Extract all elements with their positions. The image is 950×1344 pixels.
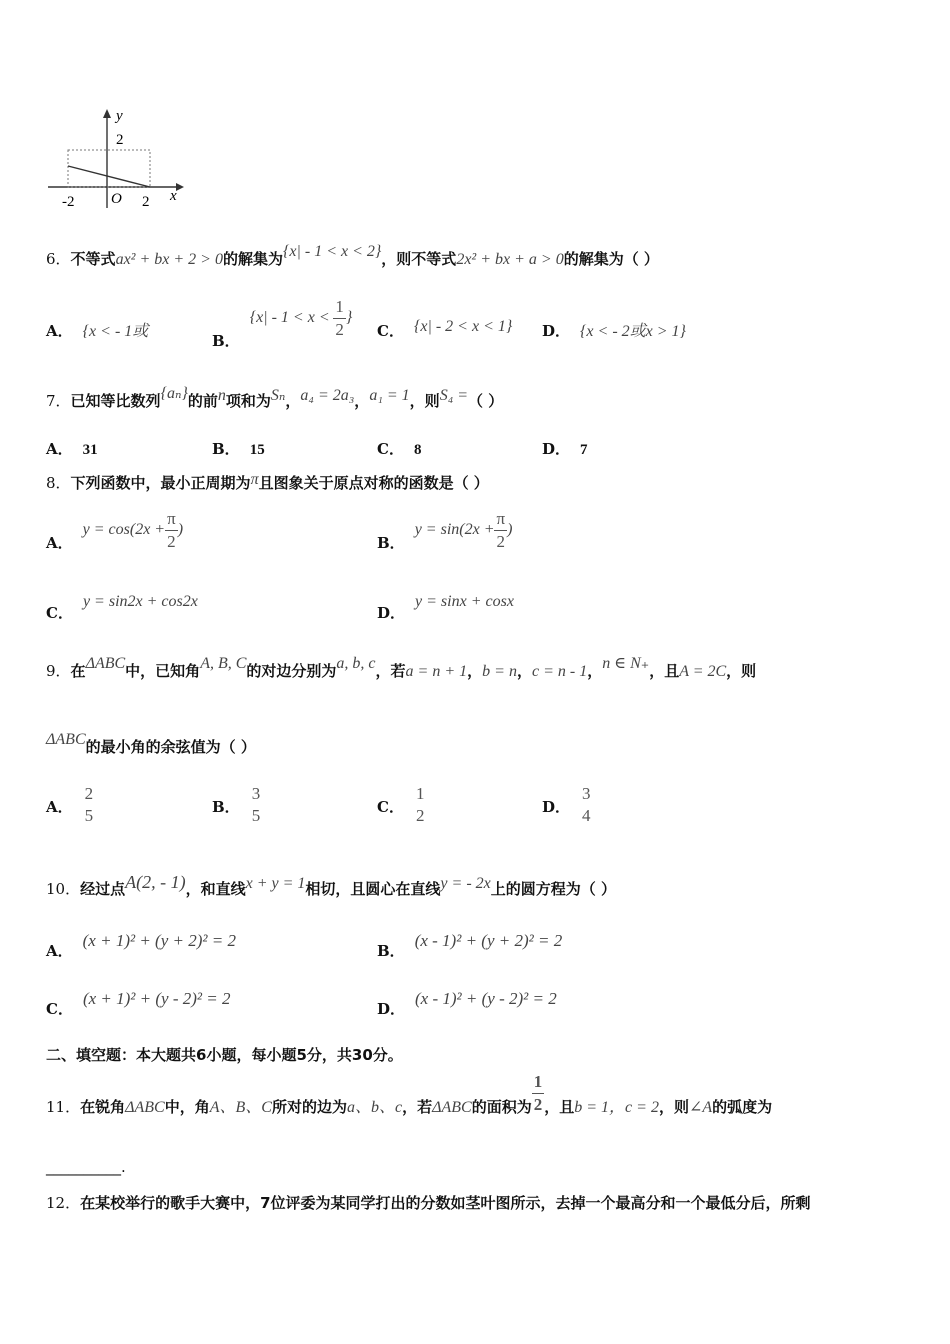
q9-d-fraction	[580, 783, 593, 827]
q11-text-6: ，且	[544, 1098, 575, 1116]
q7-expr-3: Sₙ	[270, 387, 286, 404]
q10-a-label: A．	[46, 942, 73, 960]
q9-line2-expr: ΔABC	[46, 731, 86, 748]
q10-text-4: 上的圆方程为（ ）	[490, 880, 616, 898]
q6-d-label: D．	[542, 322, 571, 340]
q8-b-num: π	[494, 508, 507, 531]
q9-expr-4: a = n + 1	[405, 663, 468, 680]
q8-a-num: π	[165, 508, 178, 531]
q9-text-1: 在	[70, 662, 86, 680]
q6-b-label: B．	[212, 331, 240, 350]
q6-b-den: 2	[335, 320, 344, 339]
q7-option-d[interactable]	[542, 438, 588, 459]
question-11	[46, 1072, 773, 1117]
q9-option-d[interactable]	[542, 783, 593, 827]
q6-option-c[interactable]	[377, 315, 513, 340]
q9-c-fraction	[414, 783, 427, 827]
q8-a-pre: y = cos(2x +	[82, 520, 166, 538]
q7-option-a[interactable]	[46, 438, 98, 459]
q7-text-3: 项和为	[225, 392, 271, 410]
q9-c-den: 2	[415, 806, 425, 825]
q7-expr-1: {aₙ}	[160, 385, 188, 402]
question-8	[46, 472, 489, 493]
q9-d-label: D．	[542, 798, 571, 817]
q8-c-label: C．	[46, 604, 73, 622]
q10-expr-2: x + y = 1	[245, 875, 306, 892]
q11-text-5: 的面积为	[471, 1098, 532, 1116]
q6-b-close: }	[345, 308, 353, 326]
q7-b-value: 15	[249, 442, 265, 458]
q9-b-label: B．	[212, 798, 240, 817]
q10-option-d[interactable]	[377, 988, 557, 1018]
q10-d-label: D．	[377, 1000, 406, 1018]
q11-expr-4: ΔABC	[432, 1099, 472, 1116]
q10-b-label: B．	[377, 942, 405, 960]
q6-text-4: 的解集为（ ）	[563, 250, 659, 268]
q7-c-label: C．	[377, 440, 404, 458]
q11-text-3: 所对的边为	[271, 1098, 347, 1116]
q8-option-c[interactable]	[46, 590, 198, 622]
q9-option-b[interactable]	[212, 783, 262, 827]
q11-frac-num: 1	[532, 1071, 545, 1094]
q6-expr-1: ax² + bx + 2 > 0	[115, 251, 223, 268]
q9-text-8: ，且	[649, 662, 680, 680]
q7-text-6: ，则	[409, 392, 440, 410]
q6-text-2: 的解集为	[222, 250, 283, 268]
q9-d-den: 4	[582, 806, 591, 825]
x-label: x	[170, 188, 177, 204]
q8-d-expr: y = sinx + cosx	[415, 593, 514, 610]
q11-text-4: ，若	[402, 1098, 433, 1116]
q8-a-label: A．	[46, 533, 73, 552]
q11-text-7: ，则	[658, 1098, 689, 1116]
q10-option-a[interactable]	[46, 930, 236, 960]
q6-c-expr: {x| - 2 < x < 1}	[413, 318, 513, 335]
q6-b-num: 1	[333, 296, 346, 319]
q9-text-3: 的对边分别为	[246, 662, 337, 680]
q8-b-fraction	[494, 508, 507, 553]
q6-a-expr: {x < - 1或	[82, 323, 149, 340]
question-9-line-2	[46, 731, 256, 757]
q9-a-num: 2	[84, 784, 94, 803]
q11-fraction	[532, 1071, 545, 1116]
question-6	[46, 243, 659, 269]
q9-b-den: 5	[251, 806, 261, 825]
q6-text-3: ，则不等式	[381, 250, 457, 268]
q7-a-value: 31	[82, 442, 98, 458]
q9-expr-1: ΔABC	[85, 655, 126, 672]
q8-text-1: 下列函数中，最小正周期为	[70, 474, 251, 492]
q7-number: 7．	[46, 392, 71, 410]
q6-text-1: 不等式	[70, 250, 116, 268]
q6-option-d[interactable]	[542, 318, 686, 341]
q9-c-num: 1	[415, 784, 425, 803]
q10-text-3: 相切，且圆心在直线	[305, 880, 441, 898]
q6-expr-3: 2x² + bx + a > 0	[456, 251, 564, 268]
q8-text-2: 且图象关于原点对称的函数是（ ）	[258, 474, 489, 492]
q9-text-9: ，则	[726, 662, 757, 680]
tick-x-2: 2	[142, 194, 150, 210]
q9-text-2: 中，已知角	[125, 662, 201, 680]
q9-text-5: ，	[467, 662, 483, 680]
q8-a-fraction	[165, 508, 178, 553]
function-graph	[48, 104, 188, 214]
question-9	[46, 655, 757, 681]
q9-number: 9．	[46, 662, 71, 680]
q7-expr-4: a₄ = 2a₃	[300, 387, 355, 404]
q11-text-2: 中，角	[164, 1098, 210, 1116]
q9-text-6: ，	[516, 662, 532, 680]
q11-frac-den: 2	[533, 1095, 543, 1114]
q11-expr-3: a、b、c	[346, 1099, 403, 1116]
q7-c-value: 8	[413, 442, 422, 458]
q9-expr-2: A, B, C	[200, 655, 247, 672]
q7-text-5: ，	[354, 392, 370, 410]
q11-expr-6: b = 1，c = 2	[574, 1099, 659, 1116]
q9-b-fraction	[250, 783, 263, 827]
question-7	[46, 385, 504, 411]
q10-c-expr: (x + 1)² + (y - 2)² = 2	[82, 989, 231, 1008]
q7-text-2: 的前	[187, 392, 218, 410]
q10-expr-3: y = - 2x	[440, 875, 491, 892]
q8-number: 8．	[46, 474, 71, 492]
q10-d-expr: (x - 1)² + (y - 2)² = 2	[415, 989, 557, 1008]
q6-option-b[interactable]	[212, 296, 353, 350]
q10-c-label: C．	[46, 1000, 73, 1018]
q9-a-label: A．	[46, 798, 73, 817]
q6-number: 6．	[46, 250, 71, 268]
q6-d-expr: {x < - 2或x > 1}	[580, 323, 686, 340]
q8-b-pre: y = sin(2x +	[414, 520, 495, 538]
q7-b-label: B．	[212, 440, 240, 458]
q10-text-2: ，和直线	[185, 880, 246, 898]
q11-answer-blank[interactable]: __________.	[46, 1158, 126, 1176]
q7-d-label: D．	[542, 440, 571, 458]
q10-number: 10．	[46, 880, 81, 898]
q7-text-1: 已知等比数列	[70, 392, 161, 410]
q11-expr-7: ∠A	[688, 1099, 713, 1116]
q7-expr-6: S₄ =	[439, 387, 469, 404]
q7-option-b[interactable]	[212, 438, 265, 459]
q6-b-fraction	[333, 296, 346, 341]
q9-line2-text: 的最小角的余弦值为（ ）	[85, 738, 256, 756]
q8-a-post: )	[177, 520, 184, 538]
q6-b-expr: {x| - 1 < x <	[249, 308, 330, 326]
q8-b-post: )	[507, 520, 513, 538]
tick-x-neg2: -2	[62, 194, 75, 210]
q7-text-7: （ ）	[468, 392, 504, 410]
q9-a-den: 5	[84, 806, 94, 825]
q9-option-c[interactable]	[377, 783, 426, 827]
q10-b-expr: (x - 1)² + (y + 2)² = 2	[414, 931, 563, 950]
q9-b-num: 3	[251, 784, 261, 803]
question-12	[46, 1192, 811, 1213]
q8-expr-1: π	[250, 471, 259, 488]
q9-expr-6: c = n - 1	[531, 663, 588, 680]
origin-label: O	[111, 191, 122, 207]
q9-expr-5: b = n	[482, 663, 517, 680]
graph-line	[68, 166, 150, 187]
q7-expr-2: n	[217, 387, 226, 404]
tick-y-2: 2	[116, 132, 124, 148]
q9-c-label: C．	[377, 798, 404, 817]
q6-a-label: A．	[46, 322, 73, 340]
q6-c-label: C．	[377, 322, 404, 340]
q8-d-label: D．	[377, 604, 406, 622]
q7-option-c[interactable]	[377, 438, 421, 459]
q7-d-value: 7	[580, 442, 588, 458]
q8-b-den: 2	[496, 532, 506, 551]
q12-text: 在某校举行的歌手大赛中，7位评委为某同学打出的分数如茎叶图所示，去掉一个最高分和一个最低分后，所剩	[80, 1194, 811, 1212]
q11-text-1: 在锐角	[80, 1098, 126, 1116]
q9-text-7: ，	[587, 662, 603, 680]
q11-text-8: 的弧度为	[712, 1098, 773, 1116]
q9-text-4: ，若	[375, 662, 406, 680]
q7-a-label: A．	[46, 440, 73, 458]
q8-option-a[interactable]	[46, 508, 183, 553]
q10-option-b[interactable]	[377, 930, 563, 960]
q8-option-b[interactable]	[377, 508, 512, 553]
q11-expr-2: A、B、C	[209, 1099, 272, 1116]
q10-a-expr: (x + 1)² + (y + 2)² = 2	[82, 931, 236, 950]
q11-number: 11．	[46, 1098, 81, 1116]
q6-option-a[interactable]	[46, 318, 148, 341]
q9-expr-3: a, b, c	[336, 655, 376, 672]
y-axis-arrow	[103, 109, 111, 118]
x-axis-arrow	[176, 183, 184, 191]
q8-a-den: 2	[167, 532, 176, 551]
q8-c-expr: y = sin2x + cos2x	[82, 593, 198, 610]
q8-option-d[interactable]	[377, 590, 514, 622]
q12-number: 12．	[46, 1194, 81, 1212]
q9-d-num: 3	[582, 784, 591, 803]
q8-b-label: B．	[377, 533, 405, 552]
section-2-heading: 二、填空题：本大题共6小题，每小题5分，共30分。	[46, 1046, 403, 1064]
q9-a-fraction	[83, 783, 96, 827]
q7-text-4: ，	[285, 392, 301, 410]
q9-expr-8: A = 2C	[679, 663, 727, 680]
q7-expr-5: a₁ = 1	[369, 387, 410, 404]
q6-expr-2: {x| - 1 < x < 2}	[282, 243, 382, 260]
question-10	[46, 872, 616, 899]
y-label: y	[116, 108, 123, 124]
q10-option-c[interactable]	[46, 988, 231, 1018]
q10-text-1: 经过点	[80, 880, 126, 898]
q9-option-a[interactable]	[46, 783, 95, 827]
q11-expr-1: ΔABC	[125, 1099, 165, 1116]
q10-expr-1: A(2, - 1)	[125, 872, 186, 892]
q9-expr-7: n ∈ N₊	[602, 655, 650, 672]
